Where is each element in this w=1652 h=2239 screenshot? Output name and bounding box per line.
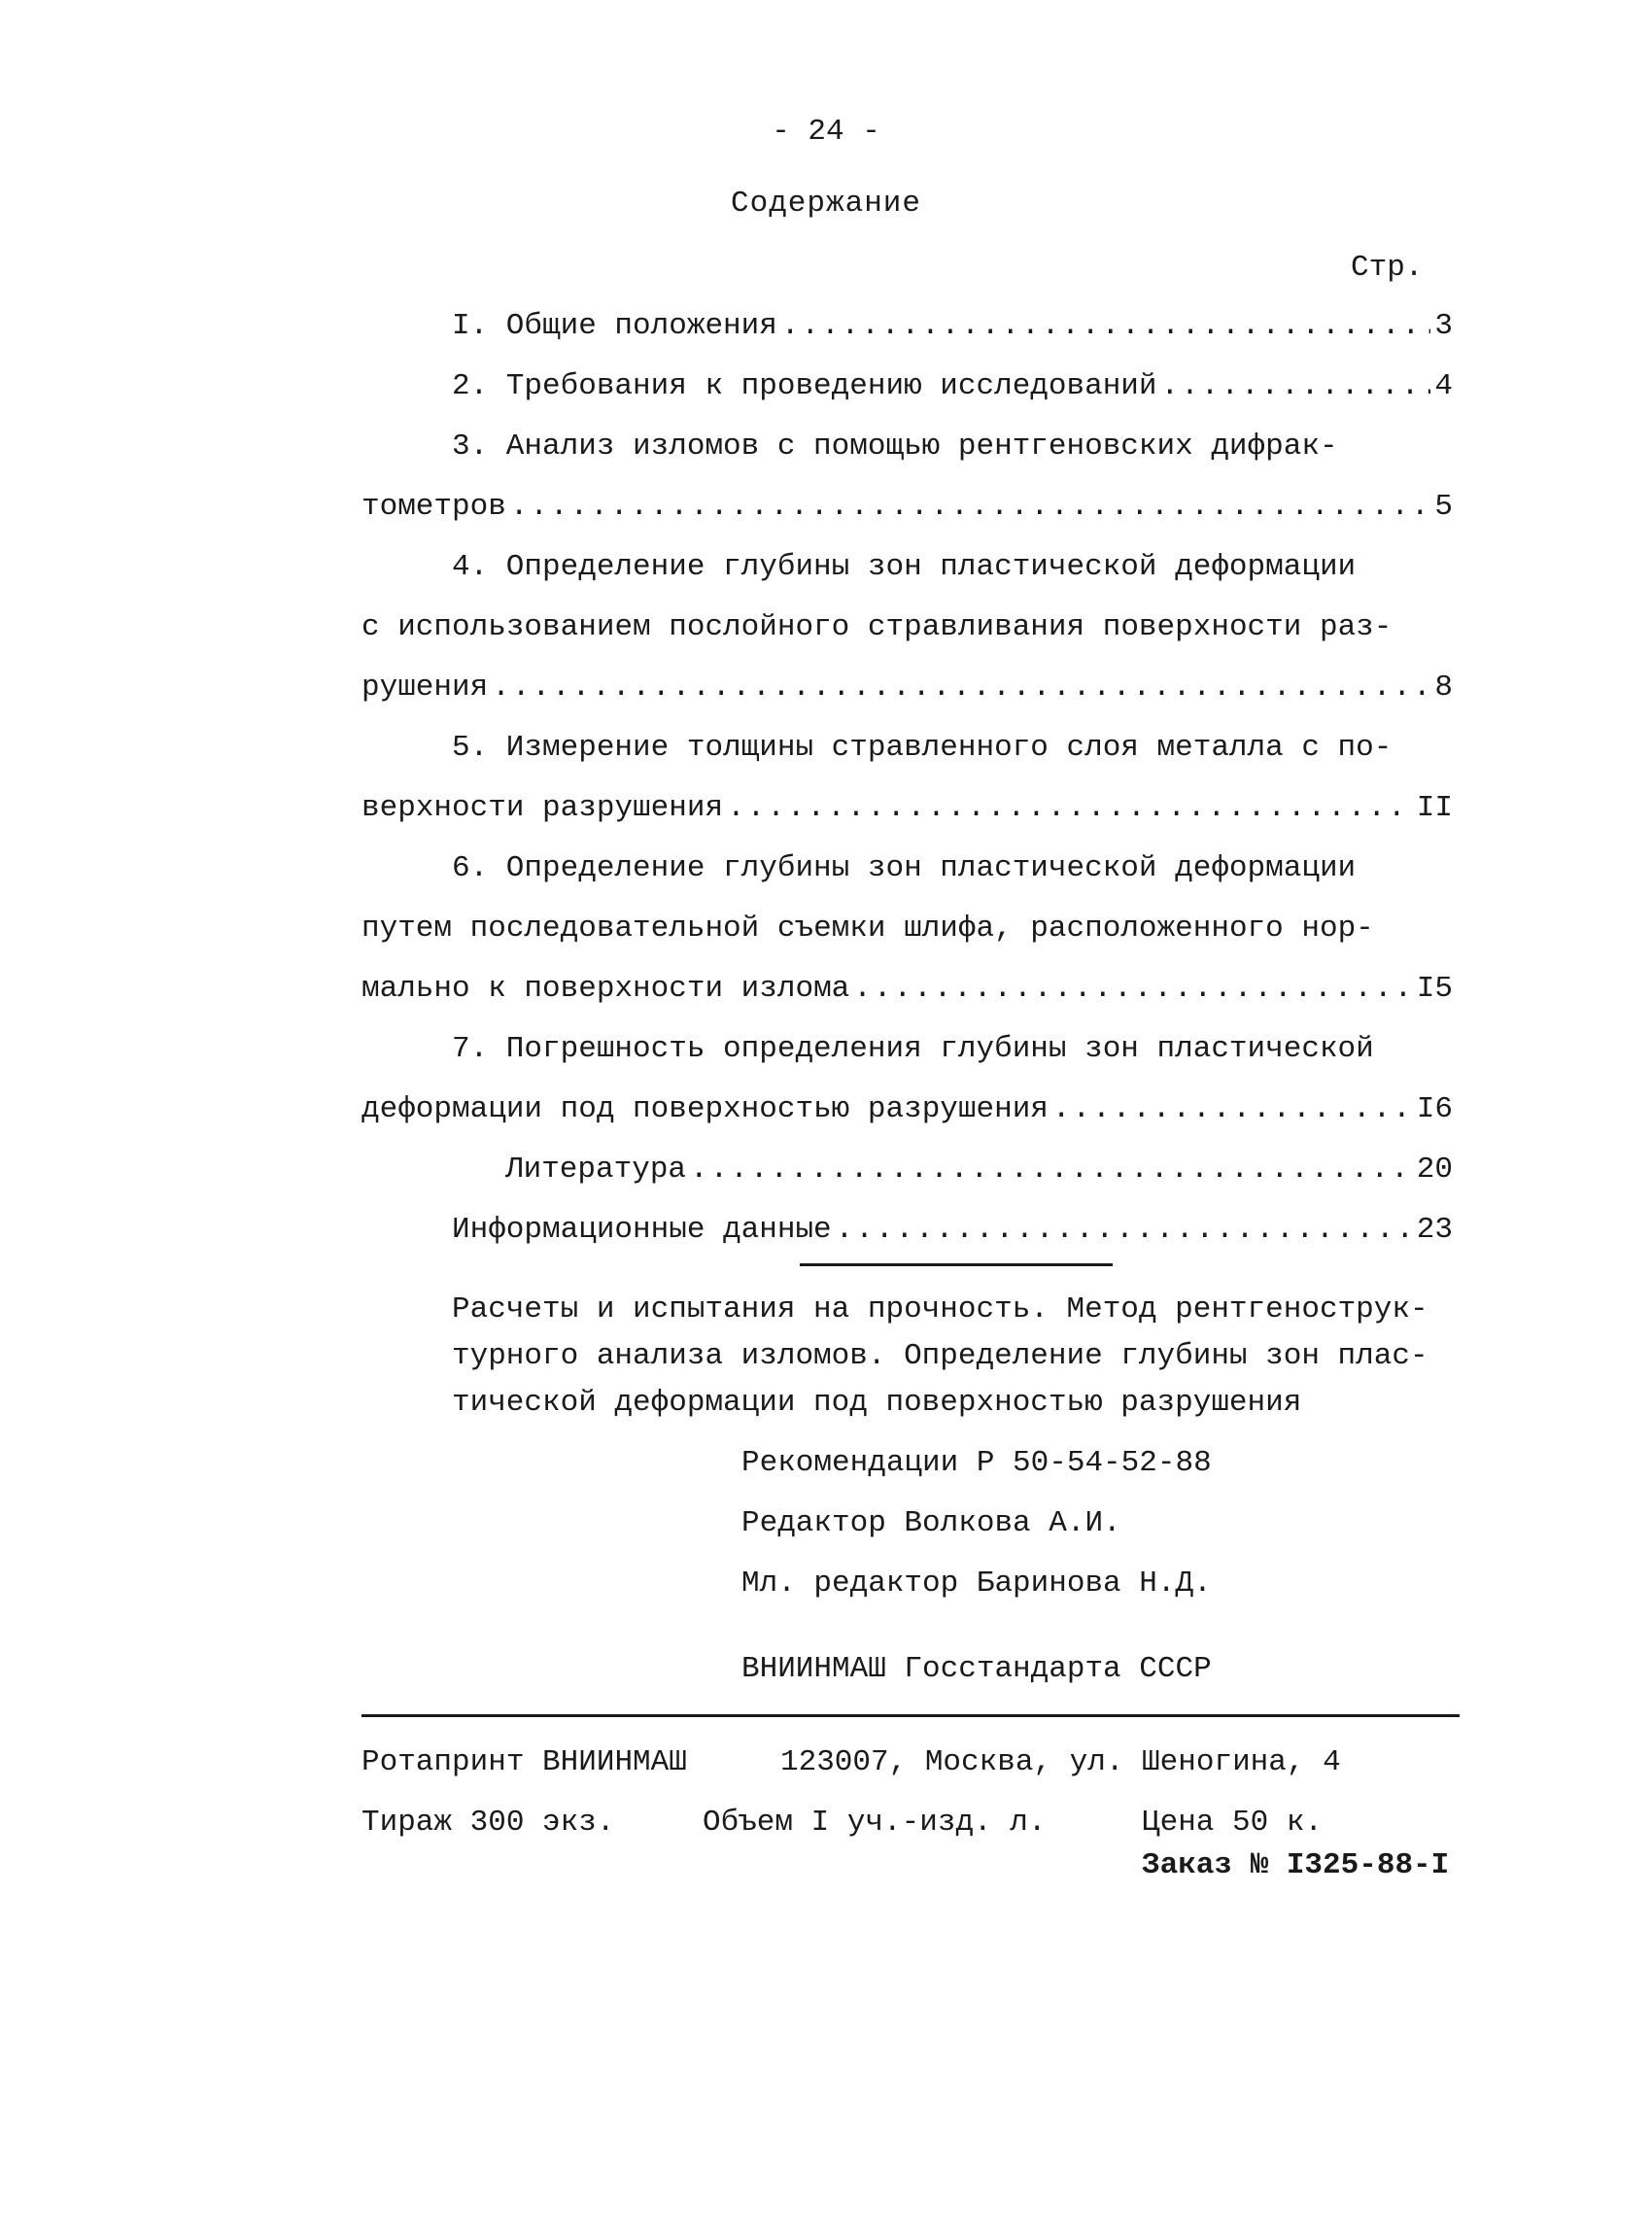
- volume: Объем I уч.-изд. л.: [703, 1806, 1047, 1840]
- toc-entry-text: тометров: [361, 490, 506, 524]
- dot-leader: [727, 791, 1413, 825]
- toc-page-number: 23: [1416, 1213, 1453, 1247]
- toc-entry-text: Информационные данные: [452, 1213, 832, 1247]
- toc-entry-7: [361, 1092, 1453, 1126]
- toc-entry-3: [361, 490, 1453, 524]
- toc-entry-6-line2: путем последовательной съемки шлифа, расположенного нор-: [361, 912, 1374, 946]
- junior-editor: Мл. редактор Баринова Н.Д.: [741, 1567, 1212, 1601]
- toc-entry-text: рушения: [361, 671, 489, 705]
- toc-entry-text: Литература: [505, 1153, 687, 1187]
- dot-leader: [492, 671, 1430, 705]
- publisher: ВНИИНМАШ Госстандарта СССР: [741, 1652, 1212, 1686]
- toc-page-number: II: [1416, 791, 1453, 825]
- dot-leader: [836, 1213, 1413, 1247]
- dot-leader: [510, 490, 1431, 524]
- toc-entry-text: деформации под поверхностью разрушения: [361, 1092, 1049, 1126]
- toc-page-number: 4: [1434, 369, 1453, 403]
- toc-entry-text: верхности разрушения: [361, 791, 724, 825]
- address: 123007, Москва, ул. Шеногина, 4: [780, 1745, 1341, 1779]
- toc-entry-4-line1: 4. Определение глубины зон пластической деформации: [452, 550, 1357, 584]
- long-divider: [361, 1714, 1460, 1717]
- toc-entry-info-data: [452, 1213, 1453, 1247]
- dot-leader: [1052, 1092, 1413, 1126]
- toc-entry-4: [361, 671, 1453, 705]
- toc-entry-5: [361, 791, 1453, 825]
- dot-leader: [781, 309, 1431, 343]
- colophon-description-line2: турного анализа изломов. Определение глубины зон плас-: [452, 1339, 1428, 1373]
- dot-leader: [1161, 369, 1431, 403]
- colophon-description-line3: тической деформации под поверхностью разрушения: [452, 1386, 1302, 1420]
- toc-entry-text: I. Общие положения: [452, 309, 777, 343]
- recommendations-number: Рекомендации Р 50-54-52-88: [741, 1446, 1212, 1480]
- rotaprint: Ротапринт ВНИИНМАШ: [361, 1745, 687, 1779]
- toc-page-number: I5: [1416, 972, 1453, 1006]
- toc-entry-3-line1: 3. Анализ изломов с помощью рентгеновских дифрак-: [452, 430, 1338, 464]
- toc-entry-6-line1: 6. Определение глубины зон пластической деформации: [452, 851, 1357, 885]
- order-number: Заказ № I325-88-I: [1142, 1848, 1450, 1882]
- toc-entry-text: 2. Требования к проведению исследований: [452, 369, 1157, 403]
- toc-page-number: 3: [1434, 309, 1453, 343]
- toc-entry-4-line2: с использованием послойного стравливания поверхности раз-: [361, 610, 1393, 644]
- dot-leader: [853, 972, 1412, 1006]
- toc-page-number: 8: [1434, 671, 1453, 705]
- toc-entry-1: [452, 309, 1453, 343]
- toc-entry-text: мально к поверхности излома: [361, 972, 850, 1006]
- short-divider: [800, 1263, 1113, 1266]
- page-number: - 24 -: [772, 115, 880, 149]
- price: Цена 50 к.: [1142, 1806, 1324, 1840]
- toc-page-number: 20: [1416, 1153, 1453, 1187]
- editor: Редактор Волкова А.И.: [741, 1506, 1121, 1540]
- toc-entry-7-line1: 7. Погрешность определения глубины зон пластической: [452, 1032, 1374, 1066]
- page-title: Содержание: [730, 187, 922, 221]
- toc-entry-2: [452, 369, 1453, 403]
- toc-page-number: 5: [1434, 490, 1453, 524]
- toc-page-number: I6: [1416, 1092, 1453, 1126]
- toc-entry-literature: [505, 1153, 1453, 1187]
- dot-leader: [690, 1153, 1413, 1187]
- page-column-label: Стр.: [1351, 251, 1424, 285]
- colophon-description-line1: Расчеты и испытания на прочность. Метод рентгенострук-: [452, 1292, 1428, 1326]
- toc-entry-6: [361, 972, 1453, 1006]
- toc-entry-5-line1: 5. Измерение толщины стравленного слоя металла с по-: [452, 731, 1393, 765]
- print-run: Тираж 300 экз.: [361, 1806, 615, 1840]
